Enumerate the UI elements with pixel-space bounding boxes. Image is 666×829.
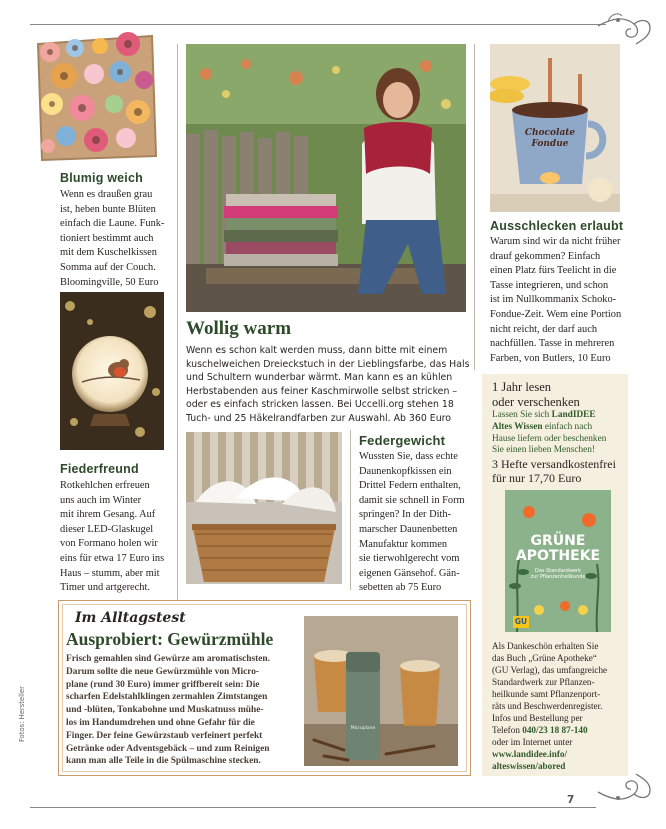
text-line: springen? In der Dith- xyxy=(359,509,452,521)
text-line: Wenn es draußen grau xyxy=(60,189,153,200)
text-line: mit ihrem Gesang. Auf xyxy=(60,509,156,521)
promo-brand: LandIDEE xyxy=(551,410,596,420)
text-line: kuschelweichen Dreieckstuch in der Lieblingsfarbe, das Hals xyxy=(186,358,470,370)
book-subtitle xyxy=(505,568,611,580)
promo-brand: Altes Wissen xyxy=(492,421,543,432)
bottom-rule xyxy=(30,807,596,808)
text-line: tioniert bestimmt auch xyxy=(60,232,154,244)
promo-subtext-line xyxy=(492,410,626,422)
text-line: Haus – stumm, aber mit xyxy=(60,567,160,579)
phone-label: Telefon xyxy=(492,725,523,735)
promo-info xyxy=(492,640,628,772)
text-line: von Formano holen wir xyxy=(60,538,158,550)
text-line: Drittel Federn enthalten, xyxy=(359,480,461,492)
promo-offer xyxy=(492,457,616,485)
ausschlecken-heading: Ausschlecken erlaubt xyxy=(490,219,624,233)
text-line: (GU Verlag), das umfangreiche xyxy=(492,665,608,675)
phone-number-link[interactable]: 040/23 18 87-140 xyxy=(522,725,588,735)
promo-subtext-line: Hause liefern oder beschenken xyxy=(492,433,607,444)
publisher-logo: GU xyxy=(514,617,528,626)
text-line: Tasse integrieren, und schon xyxy=(490,279,609,291)
text-line: Herbstabenden aus feiner Kaschmirwolle selbst stricken – xyxy=(186,385,458,397)
wollig-text xyxy=(186,344,472,426)
text-line: sebetten ab 75 Euro xyxy=(359,582,442,594)
order-url-link[interactable]: alteswissen/abored xyxy=(492,761,566,771)
text-line: eins für etwa 17 Euro ins xyxy=(60,552,165,564)
text-line: einen Platz fürs Teelicht in die xyxy=(490,265,617,277)
order-url-link[interactable]: www.landidee.info/ xyxy=(492,749,568,759)
woman-with-scarf-photo xyxy=(186,44,466,312)
wollig-heading: Wollig warm xyxy=(186,318,292,339)
grinder-label: Microplane xyxy=(350,726,376,731)
text-line: einfach die Laune. Funk- xyxy=(60,218,165,230)
spice-grinder-photo xyxy=(304,616,458,766)
book-title-line: GRÜNE xyxy=(530,533,586,549)
book-title xyxy=(505,534,611,564)
text-line: Bloomingville, 50 Euro xyxy=(60,276,159,288)
text-line: und -blüten, Tonkabohne und Muskatnuss mühe- xyxy=(66,705,264,716)
text-line: ist im Nullkommanix Schoko- xyxy=(490,294,617,306)
fiederfreund-heading: Fiederfreund xyxy=(60,462,139,476)
promo-subtext-line xyxy=(492,422,626,434)
pillow-basket-photo xyxy=(186,432,342,584)
feder-text xyxy=(359,450,474,596)
page-number: 7 xyxy=(567,794,575,806)
promo-subtext-part: Lassen Sie sich xyxy=(492,410,552,420)
text-line: Timer und artgerecht. xyxy=(60,582,150,594)
text-line: drauf gekommen? Einfach xyxy=(490,250,601,262)
text-line: oder im Internet unter xyxy=(492,737,573,747)
book-title-line: APOTHEKE xyxy=(515,548,601,564)
chocolate-fondue-mug-photo xyxy=(490,44,620,212)
text-line: plane (rund 30 Euro) immer griffbereit sein: Die xyxy=(66,679,260,690)
promo-subtext-line: Sie einen lieben Menschen! xyxy=(492,445,596,456)
text-line: los im Handumdrehen und ohne Gefahr für die xyxy=(66,717,255,728)
text-line: Standardwerk zur Pflanzen- xyxy=(492,677,595,687)
fiederfreund-text xyxy=(60,479,175,596)
text-line: eigenen Gänsehof. Gän- xyxy=(359,567,460,579)
alltagstest-title: Ausprobiert: Gewürzmühle xyxy=(66,629,274,649)
text-line: dieser LED-Glaskugel xyxy=(60,523,154,535)
text-line: räts und Beschwerdenregister. xyxy=(492,701,603,711)
text-line: Warum sind wir da nicht früher xyxy=(490,236,621,247)
flourish-ornament-icon xyxy=(594,8,654,48)
promo-headline xyxy=(492,380,580,409)
text-line: nachfüllen. Tasse in mehreren xyxy=(490,338,615,350)
text-line: Als Dankeschön erhalten Sie xyxy=(492,641,599,651)
book-subtitle-line: zur Pflanzenheilkunde xyxy=(530,574,586,580)
promo-subtext xyxy=(492,410,626,457)
text-line: Somma auf der Couch. xyxy=(60,261,156,273)
text-line: damit sie schnell in Form xyxy=(359,494,465,506)
phone-line xyxy=(492,724,628,736)
text-line: Fondue-Zeit. Wem eine Portion xyxy=(490,308,622,320)
column-divider-mid xyxy=(350,430,351,590)
photo-credit: Fotos: Hersteller xyxy=(18,686,26,742)
text-line: Finger. Der feine Gewürzstaub verfeinert perfekt xyxy=(66,730,263,741)
text-line: oder es einfach stricken lassen. Bei Uccelli.org stehen 18 xyxy=(186,399,454,411)
text-line: marscher Daunenbetten xyxy=(359,523,458,535)
blumig-text xyxy=(60,188,175,290)
promo-subtext-part: einfach nach xyxy=(542,421,593,432)
promo-offer-line: für nur 17,70 Euro xyxy=(492,471,582,485)
mug-text-line: Fondue xyxy=(531,139,569,149)
text-line: Infos und Bestellung per xyxy=(492,713,583,723)
mug-label xyxy=(515,128,585,150)
promo-headline-line: oder verschenken xyxy=(492,394,580,409)
text-line: sie tierwohlgerecht vom xyxy=(359,553,460,565)
promo-offer-line: 3 Hefte versandkostenfrei xyxy=(492,457,616,471)
feder-heading: Federgewicht xyxy=(359,433,446,448)
text-line: heilkunde samt Pflanzenport- xyxy=(492,689,601,699)
text-line: Rotkehlchen erfreuen xyxy=(60,480,150,491)
text-line: Daunenkopfkissen ein xyxy=(359,465,452,477)
flourish-ornament-bottom-icon xyxy=(594,770,654,810)
alltagstest-kicker: Im Alltagstest xyxy=(75,610,186,626)
text-line: das Buch „Grüne Apotheke“ xyxy=(492,653,597,663)
text-line: Farben, von Butlers, 10 Euro xyxy=(490,352,611,364)
text-line: Tuch- und 25 Häkelrandfarben zur Auswahl. Ab 360 Euro xyxy=(186,412,452,424)
text-line: und Schultern wunderbar wärmt. Man kann es an kühlen xyxy=(186,372,453,384)
text-line: mit dem Kuschelkissen xyxy=(60,247,157,259)
blumig-heading: Blumig weich xyxy=(60,171,143,185)
text-line: Wenn es schon kalt werden muss, dann bitte mit einem xyxy=(186,345,448,356)
mug-text-line: Chocolate xyxy=(524,128,576,138)
text-line: Darum sollte die neue Gewürzmühle von Micro- xyxy=(66,666,260,677)
column-divider-right xyxy=(474,44,475,370)
text-line: Frisch gemahlen sind Gewürze am aromatischsten. xyxy=(66,654,270,664)
text-line: Wussten Sie, dass echte xyxy=(359,451,458,462)
promo-headline-line: 1 Jahr lesen xyxy=(492,380,552,394)
text-line: nicht reicht, der darf auch xyxy=(490,323,598,335)
text-line: Getränke oder Adventsgebäck – und zum Reinigen xyxy=(66,743,270,754)
led-glass-ball-photo xyxy=(60,292,164,450)
text-line: scharfen Edelstahlklingen zermahlen Zimtstangen xyxy=(66,692,268,703)
text-line: ist, heben bunte Blüten xyxy=(60,203,156,215)
top-rule xyxy=(30,24,606,25)
cushion-photo xyxy=(30,30,160,165)
book-cover-gruene-apotheke[interactable] xyxy=(505,490,611,632)
alltagstest-text xyxy=(66,653,306,768)
column-divider-left xyxy=(177,44,178,610)
text-line: Manufaktur kommen xyxy=(359,538,448,550)
text-line: kann man alle Teile in die Spülmaschine stecken. xyxy=(66,756,261,767)
ausschlecken-text xyxy=(490,235,630,366)
text-line: uns auch im Winter xyxy=(60,494,142,506)
book-subtitle-line: Das Standardwerk xyxy=(535,568,581,574)
